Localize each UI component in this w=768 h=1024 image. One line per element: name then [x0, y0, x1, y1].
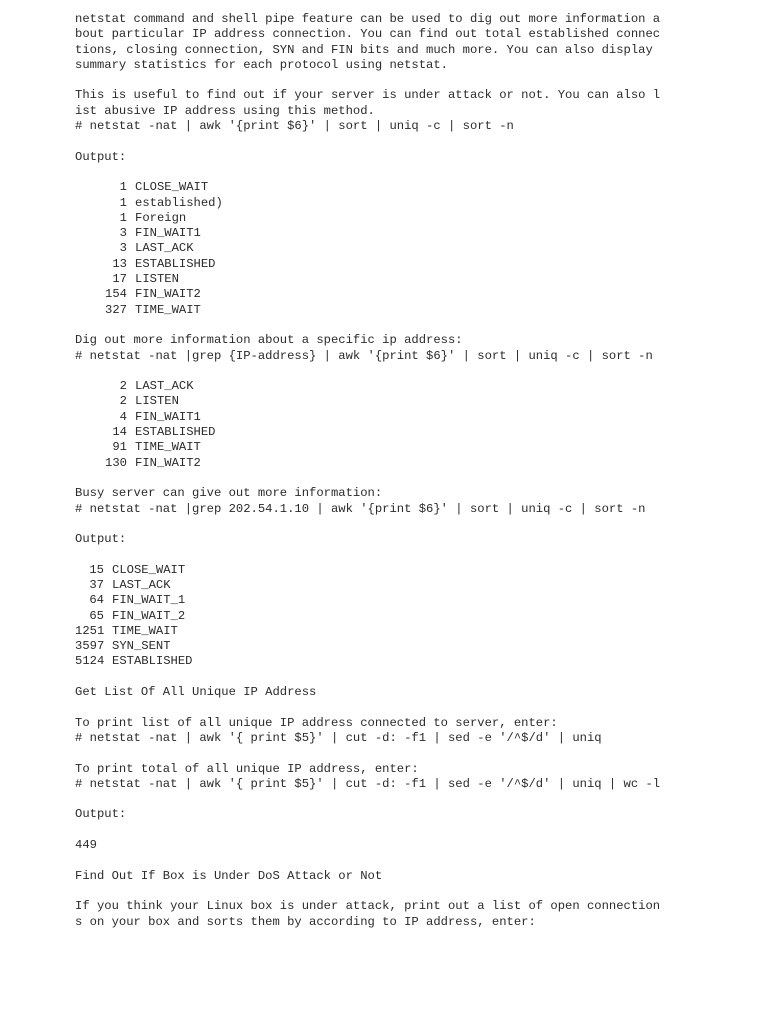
spacer [75, 73, 745, 88]
count-cell: 1251 [75, 623, 105, 638]
table-row [75, 609, 745, 624]
state-cell: ESTABLISHED [135, 256, 216, 271]
state-cell: FIN_WAIT1 [135, 226, 201, 241]
state-cell: TIME_WAIT [135, 440, 201, 455]
state-cell: CLOSE_WAIT [135, 180, 209, 195]
count-cell: 13 [112, 256, 127, 271]
count-cell: 3 [119, 226, 127, 241]
table-row [75, 578, 745, 593]
busy-server-state-table [75, 563, 745, 670]
paragraph-line: To print total of all unique IP address, enter: [75, 761, 419, 776]
count-cell: 15 [89, 562, 104, 577]
table-row [75, 211, 745, 226]
output-label: Output: [75, 807, 127, 822]
count-cell: 37 [89, 577, 104, 592]
paragraph-line: bout particular IP address connection. You can find out total established connec [75, 27, 661, 42]
table-row [75, 410, 745, 425]
state-cell: FIN_WAIT1 [135, 409, 201, 424]
count-cell: 3597 [75, 639, 105, 654]
paragraph-line: ist abusive IP address using this method. [75, 103, 375, 118]
table-row [75, 379, 745, 394]
count-cell: 14 [112, 425, 127, 440]
count-cell: 2 [119, 394, 127, 409]
paragraph-line: netstat command and shell pipe feature can be used to dig out more information a [75, 12, 661, 26]
busy-server-section [75, 486, 745, 517]
count-cell: 65 [89, 608, 104, 623]
table-row [75, 593, 745, 608]
command-line: # netstat -nat | awk '{ print $5}' | cut -d: -f1 | sed -e '/^$/d' | uniq [75, 730, 602, 745]
section-heading: Find Out If Box is Under DoS Attack or Not [75, 868, 383, 883]
section-heading: Dig out more information about a specific ip address: [75, 333, 463, 348]
spacer [75, 884, 745, 899]
count-cell: 91 [112, 440, 127, 455]
spacer [75, 547, 745, 562]
connection-state-table [75, 180, 745, 318]
unique-ip-list-section [75, 716, 745, 747]
spacer [75, 746, 745, 761]
command-line: # netstat -nat |grep {IP-address} | awk '{print $6}' | sort | uniq -c | sort -n [75, 348, 653, 363]
intro-paragraph [75, 12, 745, 73]
table-row [75, 563, 745, 578]
paragraph-line: To print list of all unique IP address connected to server, enter: [75, 715, 558, 730]
state-cell: CLOSE_WAIT [112, 562, 186, 577]
specific-ip-state-table [75, 379, 745, 471]
table-row [75, 272, 745, 287]
table-row [75, 287, 745, 302]
output-label: Output: [75, 149, 127, 164]
count-cell: 3 [119, 241, 127, 256]
command-line: # netstat -nat | awk '{ print $5}' | cut -d: -f1 | sed -e '/^$/d' | uniq | wc -l [75, 776, 661, 791]
spacer [75, 823, 745, 838]
state-cell: TIME_WAIT [112, 623, 178, 638]
state-cell: LAST_ACK [135, 241, 194, 256]
count-cell: 17 [112, 272, 127, 287]
table-row [75, 196, 745, 211]
state-cell: FIN_WAIT_2 [112, 608, 186, 623]
table-row [75, 639, 745, 654]
paragraph-line: This is useful to find out if your server is under attack or not. You can also l [75, 88, 661, 103]
table-row [75, 180, 745, 195]
spacer [75, 853, 745, 868]
count-cell: 4 [119, 409, 127, 424]
state-cell: ESTABLISHED [135, 425, 216, 440]
output-label: Output: [75, 532, 127, 547]
spacer [75, 134, 745, 149]
paragraph-line: summary statistics for each protocol using netstat. [75, 57, 448, 72]
paragraph-line: If you think your Linux box is under attack, print out a list of open connection [75, 899, 661, 914]
table-row [75, 241, 745, 256]
section-heading: Get List Of All Unique IP Address [75, 685, 317, 700]
spacer [75, 471, 745, 486]
state-cell: FIN_WAIT2 [135, 287, 201, 302]
spacer [75, 792, 745, 807]
table-row [75, 226, 745, 241]
table-row [75, 257, 745, 272]
state-cell: SYN_SENT [112, 639, 171, 654]
command-line: # netstat -nat | awk '{print $6}' | sort | uniq -c | sort -n [75, 119, 514, 134]
count-cell: 64 [89, 593, 104, 608]
table-row [75, 425, 745, 440]
count-cell: 327 [105, 302, 127, 317]
state-cell: LAST_ACK [135, 379, 194, 394]
dos-check-paragraph [75, 899, 745, 930]
paragraph-line: s on your box and sorts them by according to IP address, enter: [75, 914, 536, 929]
spacer [75, 670, 745, 685]
count-cell: 5124 [75, 654, 105, 669]
table-row [75, 624, 745, 639]
table-row [75, 440, 745, 455]
count-cell: 1 [119, 180, 127, 195]
state-cell: LISTEN [135, 272, 179, 287]
table-row [75, 654, 745, 669]
document-page [75, 12, 745, 930]
count-cell: 130 [105, 455, 127, 470]
state-cell: TIME_WAIT [135, 302, 201, 317]
spacer [75, 700, 745, 715]
section-heading: Busy server can give out more information: [75, 486, 383, 501]
state-cell: established) [135, 195, 223, 210]
output-value: 449 [75, 838, 97, 853]
attack-check-paragraph [75, 88, 745, 134]
state-cell: ESTABLISHED [112, 654, 193, 669]
spacer [75, 364, 745, 379]
spacer [75, 517, 745, 532]
table-row [75, 394, 745, 409]
count-cell: 1 [119, 195, 127, 210]
specific-ip-section [75, 333, 745, 364]
paragraph-line: tions, closing connection, SYN and FIN bits and much more. You can also display [75, 42, 653, 57]
state-cell: FIN_WAIT2 [135, 455, 201, 470]
spacer [75, 318, 745, 333]
state-cell: LISTEN [135, 394, 179, 409]
count-cell: 154 [105, 287, 127, 302]
spacer [75, 165, 745, 180]
table-row [75, 456, 745, 471]
state-cell: FIN_WAIT_1 [112, 593, 186, 608]
count-cell: 2 [119, 379, 127, 394]
command-line: # netstat -nat |grep 202.54.1.10 | awk '{print $6}' | sort | uniq -c | sort -n [75, 501, 646, 516]
state-cell: LAST_ACK [112, 577, 171, 592]
unique-ip-total-section [75, 762, 745, 793]
count-cell: 1 [119, 210, 127, 225]
state-cell: Foreign [135, 210, 187, 225]
table-row [75, 303, 745, 318]
